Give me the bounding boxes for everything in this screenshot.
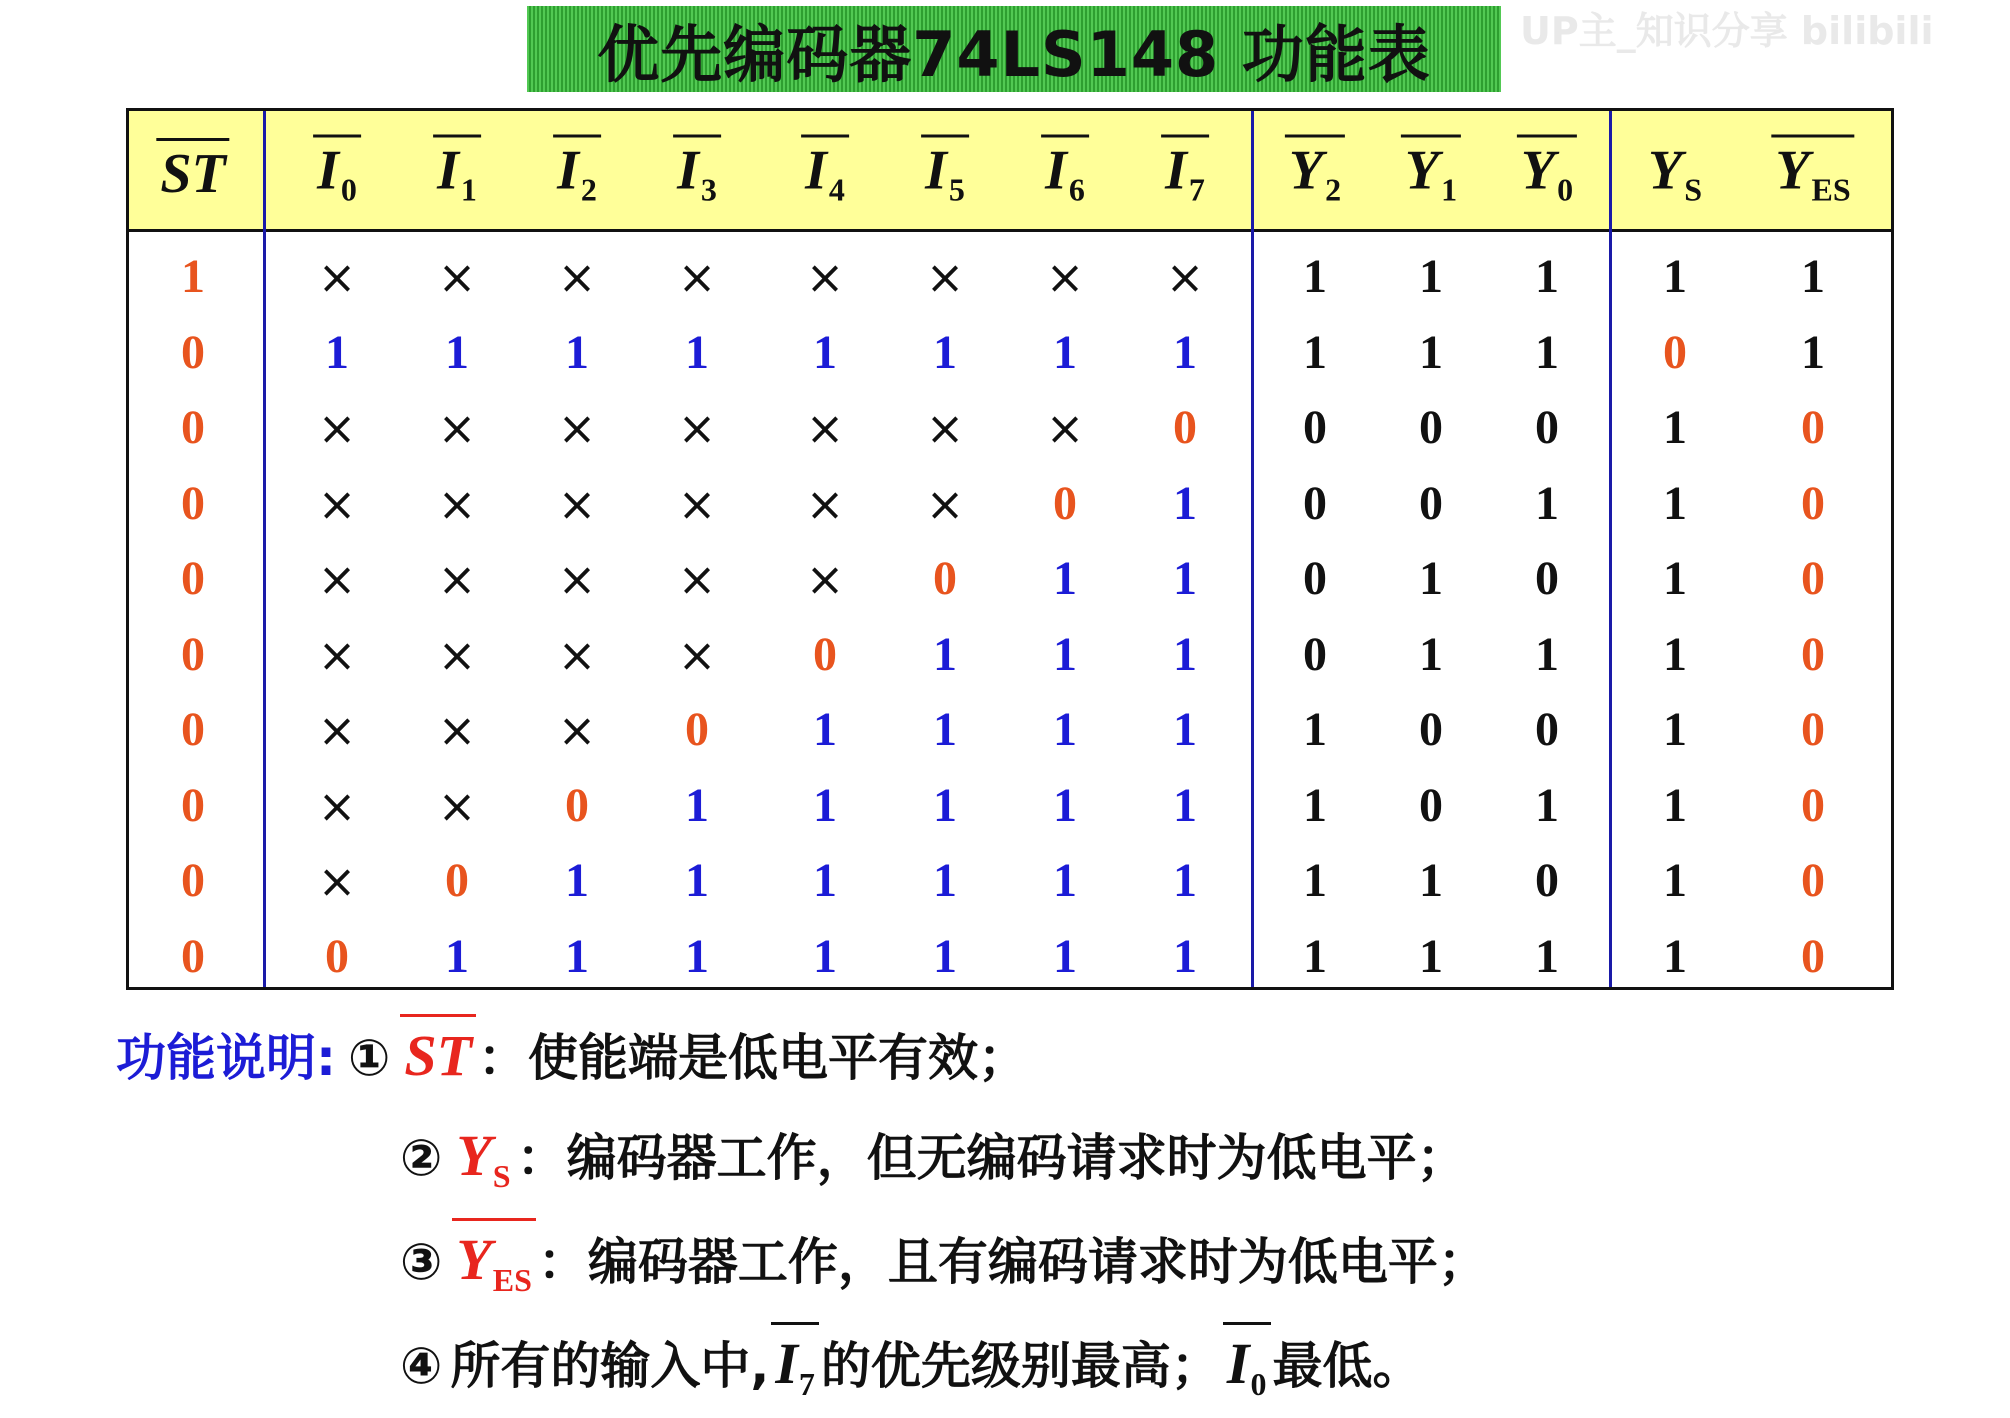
- table-cell: 0: [1303, 401, 1327, 454]
- table-cell: 0: [1419, 703, 1443, 756]
- table-cell: ×: [677, 401, 717, 455]
- column-header-symbol: [557, 139, 597, 208]
- table-cell: ×: [677, 552, 717, 606]
- table-cell: 1: [1303, 703, 1327, 756]
- table-cell: 0: [1801, 476, 1825, 530]
- column-header-main: Y: [1647, 139, 1683, 202]
- table-cell: 1: [1173, 703, 1197, 756]
- table-cell: 1: [1801, 250, 1825, 303]
- table-cell: ×: [317, 778, 357, 833]
- note-symbol-i7: [775, 1330, 815, 1403]
- column-header-7: [1045, 139, 1085, 208]
- table-cell: ×: [677, 476, 717, 531]
- table-cell: 0: [1801, 929, 1825, 983]
- table-cell: 1: [1303, 929, 1327, 983]
- column-header-main: Y: [1520, 139, 1556, 202]
- table-cell: ×: [317, 250, 357, 304]
- table-cell: ×: [557, 703, 597, 757]
- table-cell: 0: [1663, 325, 1687, 379]
- table-cell: 1: [1535, 325, 1559, 379]
- note-text-1: ：使能端是低电平有效；: [478, 1029, 1029, 1087]
- note-line-3: [400, 1222, 1488, 1299]
- function-table: [126, 108, 1894, 990]
- table-cell: 1: [1535, 476, 1559, 530]
- column-header-symbol: [1775, 139, 1851, 208]
- table-cell: 1: [325, 325, 349, 379]
- table-cell: 0: [813, 627, 837, 681]
- note-text-4a: 所有的输入中,: [450, 1337, 770, 1395]
- note-text-3: ：编码器工作，且有编码请求时为低电平；: [537, 1233, 1488, 1291]
- table-cell: 1: [1053, 778, 1077, 832]
- column-header-sub: 1: [1441, 171, 1458, 208]
- table-cell: 1: [933, 325, 957, 379]
- table-cell: ×: [677, 250, 717, 304]
- table-cell: 1: [1173, 552, 1197, 605]
- column-header-main: ST: [160, 143, 226, 205]
- note-symbol-ys-main: Y: [456, 1123, 492, 1188]
- table-cell: 0: [445, 854, 469, 907]
- table-cell: 0: [1801, 854, 1825, 907]
- table-cell: 1: [1053, 627, 1077, 681]
- column-header-symbol: [1288, 139, 1342, 208]
- column-header-main: Y: [1288, 139, 1324, 202]
- table-cell: 1: [1419, 854, 1443, 907]
- note-symbol-i0-group: [1227, 1330, 1267, 1403]
- table-cell: ×: [1165, 250, 1205, 304]
- note-symbol-i0-main: I: [1226, 1331, 1250, 1396]
- table-cell: 0: [565, 778, 589, 832]
- divider-inputs-outputs: [1251, 111, 1254, 987]
- column-header-main: I: [925, 139, 947, 202]
- note-symbol-i7-main: I: [775, 1331, 798, 1396]
- table-cell: ×: [557, 250, 597, 304]
- table-cell: 1: [1419, 250, 1443, 303]
- note-line-1: [116, 1018, 1028, 1090]
- table-cell: 0: [1303, 552, 1327, 605]
- column-header-3: [557, 139, 597, 208]
- column-header-0: [160, 143, 226, 205]
- note-symbol-st-text: ST: [404, 1023, 473, 1088]
- table-cell: 1: [1535, 778, 1559, 832]
- column-header-main: I: [1045, 139, 1067, 202]
- note-symbol-yes-main: Y: [456, 1227, 492, 1292]
- table-cell: 1: [1173, 929, 1197, 983]
- table-cell: 1: [1535, 929, 1559, 983]
- table-cell: 0: [181, 552, 205, 605]
- table-cell: 1: [685, 325, 709, 379]
- table-cell: 1: [813, 325, 837, 379]
- table-cell: 0: [1535, 703, 1559, 756]
- table-cell: 1: [1535, 627, 1559, 681]
- table-cell: 0: [1801, 627, 1825, 681]
- column-header-main: Y: [1404, 139, 1440, 202]
- table-cell: 0: [181, 703, 205, 756]
- table-cell: 1: [933, 929, 957, 983]
- divider-outputs-status: [1609, 111, 1612, 987]
- table-cell: 1: [1303, 325, 1327, 379]
- table-cell: 1: [1663, 854, 1687, 907]
- note-line-4: [400, 1326, 1423, 1403]
- table-cell: 1: [1663, 401, 1687, 454]
- table-cell: ×: [317, 854, 357, 908]
- table-cell: 0: [1801, 552, 1825, 605]
- table-cell: ×: [317, 703, 357, 757]
- table-cell: 1: [933, 627, 957, 681]
- column-header-symbol: [677, 139, 717, 208]
- watermark: UP主_知识分享 bilibili: [1520, 9, 1934, 53]
- table-cell: 1: [685, 929, 709, 983]
- note-symbol-i0: [1227, 1330, 1267, 1403]
- table-cell: ×: [557, 627, 597, 682]
- column-header-4: [677, 139, 717, 208]
- table-cell: 0: [1173, 401, 1197, 454]
- column-header-symbol: [1647, 139, 1703, 208]
- table-cell: 1: [565, 929, 589, 983]
- table-cell: 0: [933, 552, 957, 605]
- note-symbol-st: [404, 1022, 472, 1089]
- table-cell: 1: [1173, 476, 1197, 530]
- table-cell: ×: [805, 476, 845, 531]
- table-cell: 1: [1663, 250, 1687, 303]
- table-cell: ×: [805, 552, 845, 606]
- column-header-sub: 7: [1188, 171, 1205, 208]
- table-cell: ×: [1045, 250, 1085, 304]
- table-cell: 1: [1053, 325, 1077, 379]
- table-cell: 1: [1173, 778, 1197, 832]
- table-cell: 0: [685, 703, 709, 756]
- column-header-sub: 0: [1557, 171, 1574, 208]
- table-cell: 1: [1303, 250, 1327, 303]
- table-cell: 1: [933, 778, 957, 832]
- column-header-main: I: [677, 139, 699, 202]
- table-cell: 1: [813, 703, 837, 756]
- table-cell: 0: [1801, 401, 1825, 454]
- column-header-main: I: [805, 139, 827, 202]
- column-header-symbol: [1404, 139, 1458, 208]
- table-cell: 1: [685, 778, 709, 832]
- table-cell: 0: [181, 476, 205, 530]
- column-header-9: [1288, 139, 1342, 208]
- table-cell: ×: [317, 476, 357, 531]
- table-cell: 1: [1419, 552, 1443, 605]
- table-cell: ×: [925, 250, 965, 304]
- table-cell: 0: [181, 929, 205, 983]
- column-header-sub: 1: [460, 171, 477, 208]
- table-cell: 1: [1053, 703, 1077, 756]
- table-cell: 0: [181, 778, 205, 832]
- column-header-sub: S: [1684, 171, 1703, 208]
- table-cell: 1: [685, 854, 709, 907]
- column-header-12: [1647, 139, 1703, 208]
- column-header-symbol: [1045, 139, 1085, 208]
- column-header-sub: 5: [948, 171, 965, 208]
- table-cell: 1: [445, 929, 469, 983]
- table-cell: 0: [1053, 476, 1077, 530]
- table-cell: ×: [557, 476, 597, 531]
- table-cell: 1: [813, 929, 837, 983]
- table-cell: 0: [181, 627, 205, 681]
- table-cell: ×: [437, 476, 477, 531]
- column-header-sub: 0: [340, 171, 357, 208]
- note-symbol-yes-group: [456, 1226, 532, 1299]
- table-cell: 1: [445, 325, 469, 379]
- table-cell: 1: [1173, 627, 1197, 681]
- note-symbol-i7-sub: 7: [798, 1366, 815, 1402]
- column-header-8: [1165, 139, 1205, 208]
- table-cell: 0: [1303, 476, 1327, 530]
- column-header-sub: ES: [1811, 171, 1851, 208]
- table-cell: ×: [925, 401, 965, 455]
- column-header-symbol: [805, 139, 845, 208]
- table-cell: 1: [1663, 778, 1687, 832]
- column-header-main: I: [1165, 139, 1187, 202]
- table-cell: 1: [1663, 552, 1687, 605]
- note-symbol-i0-sub: 0: [1250, 1366, 1267, 1402]
- column-header-main: Y: [1775, 139, 1810, 202]
- table-cell: ×: [437, 627, 477, 682]
- table-cell: 1: [1663, 703, 1687, 756]
- table-cell: 1: [1053, 552, 1077, 605]
- table-cell: 1: [1663, 627, 1687, 681]
- column-header-sub: 2: [1325, 171, 1342, 208]
- table-cell: 1: [1303, 778, 1327, 832]
- table-cell: ×: [317, 401, 357, 455]
- table-cell: 0: [1419, 778, 1443, 832]
- column-header-main: I: [437, 139, 459, 202]
- table-cell: 1: [1303, 854, 1327, 907]
- column-header-sub: 4: [828, 171, 845, 208]
- column-header-10: [1404, 139, 1458, 208]
- table-cell: 1: [1801, 325, 1825, 379]
- note-number-3: ③: [400, 1233, 443, 1291]
- page-title: 优先编码器74LS148 功能表: [597, 17, 1431, 91]
- table-cell: 1: [1663, 929, 1687, 983]
- column-header-symbol: [925, 139, 965, 208]
- table-cell: 0: [1535, 552, 1559, 605]
- column-header-symbol: [317, 139, 357, 208]
- table-cell: 0: [1535, 854, 1559, 907]
- table-cell: 1: [1173, 325, 1197, 379]
- table-cell: 1: [1535, 250, 1559, 303]
- column-header-11: [1520, 139, 1574, 208]
- note-symbol-ys-sub: S: [492, 1158, 511, 1194]
- table-cell: ×: [437, 250, 477, 304]
- column-header-symbol: [160, 143, 226, 205]
- column-header-symbol: [1520, 139, 1574, 208]
- table-cell: 0: [1419, 476, 1443, 530]
- note-number-2: ②: [400, 1129, 443, 1187]
- table-cell: 0: [181, 325, 205, 379]
- table-header-row: [129, 111, 1891, 232]
- table-cell: 0: [1535, 401, 1559, 454]
- column-header-main: I: [317, 139, 339, 202]
- table-cell: 1: [1053, 929, 1077, 983]
- table-cell: ×: [805, 250, 845, 304]
- column-header-13: [1775, 139, 1851, 208]
- table-cell: 1: [1419, 929, 1443, 983]
- table-cell: 1: [1173, 854, 1197, 907]
- table-cell: 1: [933, 854, 957, 907]
- note-symbol-ys: [456, 1122, 510, 1195]
- note-text-4c: 最低。: [1272, 1337, 1423, 1395]
- notes-heading: 功能说明:: [116, 1029, 336, 1087]
- column-header-5: [805, 139, 845, 208]
- table-cell: ×: [317, 552, 357, 606]
- table-cell: 1: [1419, 627, 1443, 681]
- column-header-sub: 6: [1068, 171, 1085, 208]
- note-symbol-i7-group: [775, 1330, 815, 1403]
- table-cell: ×: [677, 627, 717, 682]
- column-header-sub: 3: [700, 171, 717, 208]
- note-symbol-yes-sub: ES: [492, 1262, 532, 1298]
- table-cell: 0: [181, 401, 205, 454]
- column-header-sub: 2: [580, 171, 597, 208]
- table-cell: 1: [1419, 325, 1443, 379]
- table-cell: 0: [325, 929, 349, 983]
- table-cell: 0: [1801, 703, 1825, 756]
- note-line-2: [400, 1118, 1467, 1195]
- column-header-6: [925, 139, 965, 208]
- table-cell: 1: [813, 778, 837, 832]
- table-cell: ×: [437, 552, 477, 606]
- table-cell: 0: [1303, 627, 1327, 681]
- table-cell: 0: [181, 854, 205, 907]
- table-cell: ×: [437, 401, 477, 455]
- table-cell: 1: [1663, 476, 1687, 530]
- column-header-symbol: [1165, 139, 1205, 208]
- column-header-main: I: [557, 139, 579, 202]
- column-header-2: [437, 139, 477, 208]
- table-cell: 1: [181, 250, 205, 303]
- table-cell: 1: [813, 854, 837, 907]
- table-cell: ×: [925, 476, 965, 531]
- table-cell: 0: [1801, 778, 1825, 832]
- table-cell: 1: [565, 854, 589, 907]
- column-header-1: [317, 139, 357, 208]
- table-cell: 1: [1053, 854, 1077, 907]
- table-cell: ×: [557, 552, 597, 606]
- table-cell: ×: [557, 401, 597, 455]
- table-cell: ×: [437, 703, 477, 757]
- note-number-1: ①: [348, 1029, 391, 1087]
- table-cell: 0: [1419, 401, 1443, 454]
- note-number-4: ④: [400, 1337, 443, 1395]
- table-cell: ×: [1045, 401, 1085, 455]
- column-header-symbol: [437, 139, 477, 208]
- note-symbol-yes: [456, 1226, 532, 1299]
- table-cell: ×: [437, 778, 477, 833]
- note-text-2: ：编码器工作，但无编码请求时为低电平；: [516, 1129, 1467, 1187]
- divider-st-inputs: [263, 111, 266, 987]
- table-cell: 1: [933, 703, 957, 756]
- note-text-4b: 的优先级别最高；: [820, 1337, 1221, 1395]
- table-cell: 1: [565, 325, 589, 379]
- title-banner: [527, 6, 1501, 92]
- table-cell: ×: [805, 401, 845, 455]
- table-cell: ×: [317, 627, 357, 682]
